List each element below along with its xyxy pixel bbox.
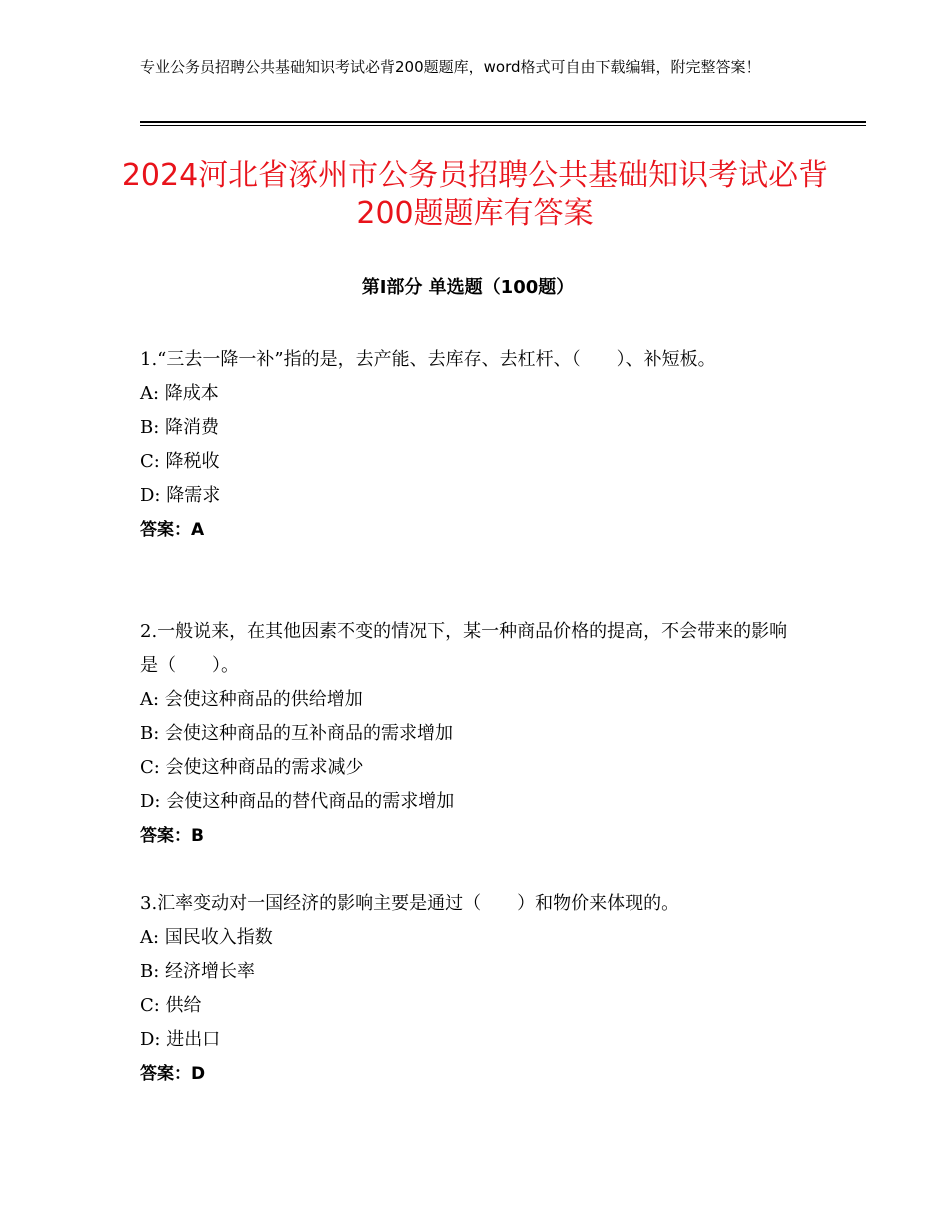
section-title: 第Ⅰ部分 单选题（100题） <box>361 277 575 298</box>
question-2 <box>140 615 800 853</box>
header-divider-thick <box>140 121 866 123</box>
option-c: C: 供给 <box>140 995 202 1016</box>
option-a: A: 国民收入指数 <box>140 927 273 948</box>
option-d: D: 进出口 <box>140 1029 221 1050</box>
answer: 答案：B <box>140 826 204 846</box>
option-d: D: 降需求 <box>140 485 221 506</box>
option-a: A: 降成本 <box>140 383 219 404</box>
answer: 答案：D <box>140 1064 206 1084</box>
answer: 答案：A <box>140 520 205 540</box>
question-stem: 3.汇率变动对一国经济的影响主要是通过（ ）和物价来体现的。 <box>140 893 680 914</box>
question-stem: 1.“三去一降一补”指的是，去产能、去库存、去杠杆、（ ）、补短板。 <box>140 349 716 370</box>
question-stem: 2.一般说来，在其他因素不变的情况下，某一种商品价格的提高，不会带来的影响是（ ）。 <box>140 621 788 676</box>
option-b: B: 经济增长率 <box>140 961 256 982</box>
header-divider-thin <box>140 125 866 126</box>
header-note: 专业公务员招聘公共基础知识考试必背200题题库，word格式可自由下载编辑，附完整答案！ <box>140 58 761 76</box>
option-c: C: 降税收 <box>140 451 220 472</box>
document-title: 2024河北省涿州市公务员招聘公共基础知识考试必背200题题库有答案 <box>121 158 829 231</box>
option-a: A: 会使这种商品的供给增加 <box>140 689 363 710</box>
option-d: D: 会使这种商品的替代商品的需求增加 <box>140 791 455 812</box>
option-b: B: 降消费 <box>140 417 220 438</box>
question-1 <box>140 343 800 547</box>
question-3 <box>140 887 800 1091</box>
option-c: C: 会使这种商品的需求减少 <box>140 757 364 778</box>
option-b: B: 会使这种商品的互补商品的需求增加 <box>140 723 454 744</box>
